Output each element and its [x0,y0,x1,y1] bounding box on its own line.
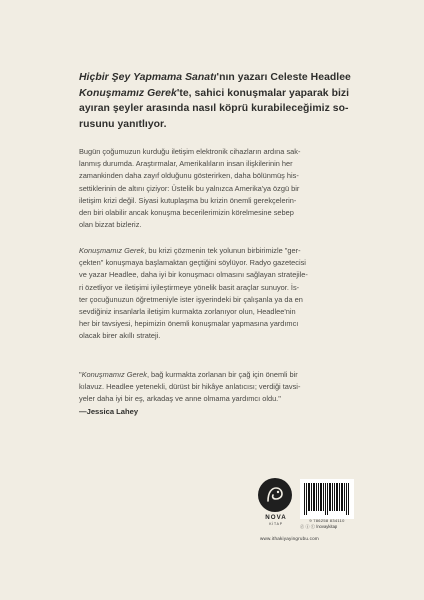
barcode-icon [300,479,354,519]
quote-line: , bağ kurmakta zorlanan bir çağ için önemli bir [146,370,298,379]
tagline-subject-title: Konuşmamız Gerek [79,87,177,99]
paragraph-line: her bir tavsiyesi, hepimizin önemli konuşmalar yapmasına yardımcı [79,319,299,329]
cover-tagline [79,70,379,132]
social-handles: ⓕ ⓘ ⓣ /novaykitap [300,524,338,529]
paragraph-line: lanmış durumda. Araştırmalar, Amerikalıların insan ilişkilerinin her [79,159,293,169]
publisher-logo-icon [258,478,292,512]
description-paragraph-2 [79,245,351,343]
publisher-logo-subtext: KİTAP [269,522,283,526]
quote-line: yeler daha iyi bir eş, arkadaş ve anne olmama yardımcı oldu." [79,394,281,404]
paragraph-line: olacak birer akıllı strateji. [79,331,161,341]
paragraph-line: olan bizzat bizleriz. [79,220,142,230]
description-paragraph-1 [79,146,351,231]
paragraph-line: çekten" konuşmaya başlamaktan geçtiğini söylüyor. Radyo gazetecisi [79,258,306,268]
quote-title-italic: Konuşmamız Gerek [81,370,147,379]
publisher-logo [256,478,296,530]
endorsement-quote [79,369,351,418]
isbn-barcode [300,479,354,519]
paragraph-line: Bugün çoğumuzun kurduğu iletişim elektronik cihazların ardına sak- [79,147,301,156]
paragraph-line: sevdiğiniz insanlarla iletişim kurmakta zorlanıyor olun, Headlee'nin [79,307,296,317]
publisher-website: www.ithakiyayingrubu.com [260,536,319,541]
paragraph-line: iletişim krizi değil. Siyasi kutuplaşma bu krizin önemli gerekçelerin- [79,195,297,205]
paragraph-line: ter çocuğunuzun öğretmeniyle ister işyerindeki bir çalışanla ya da en [79,294,303,304]
quote-line: kılavuz. Headlee yetenekli, dürüst bir hikâye anlatıcısı; verdiği tavsi- [79,382,301,392]
quote-open-mark: " [79,370,82,379]
paragraph-line: settiklerinin de altını çiziyor: Üstelik bu yalnızca Amerika'ya özgü bir [79,183,300,193]
paragraph-line: , bu krizi çözmenin tek yolunun birbirimizle "ger- [144,246,301,255]
tagline-line1: 'nın yazarı Celeste Headlee [216,72,351,83]
paragraph-line: ve yazar Headlee, daha iyi bir konuşmacı olmasını sağlayan stratejile- [79,270,308,280]
tagline-line2: 'te, sahici konuşmalar yaparak bizi [176,87,350,99]
paragraph-title-italic: Konuşmamız Gerek [79,246,145,255]
tagline-book-title: Hiçbir Şey Yapmama Sanatı [79,72,217,83]
paragraph-line: den biri olabilir ancak konuşma becerilerimizin körelmesine sebep [79,208,294,218]
tagline-line4: rusunu yanıtlıyor. [79,118,167,130]
paragraph-line: ri özetliyor ve iletişimi iyileştirmeye yönelik basit araçlar sunuyor. İs- [79,282,300,292]
paragraph-line: zamankinden daha zayıf olduğunu gösterirken, daha bölünmüş his- [79,171,299,181]
tagline-line3: ayıran şeyler arasında nasıl köprü kurabileceğimiz so- [79,103,349,114]
isbn-digits: 9 786258 834110 [309,518,345,523]
publisher-logo-text: NOVA [265,514,287,521]
quote-author: —Jessica Lahey [79,406,139,416]
